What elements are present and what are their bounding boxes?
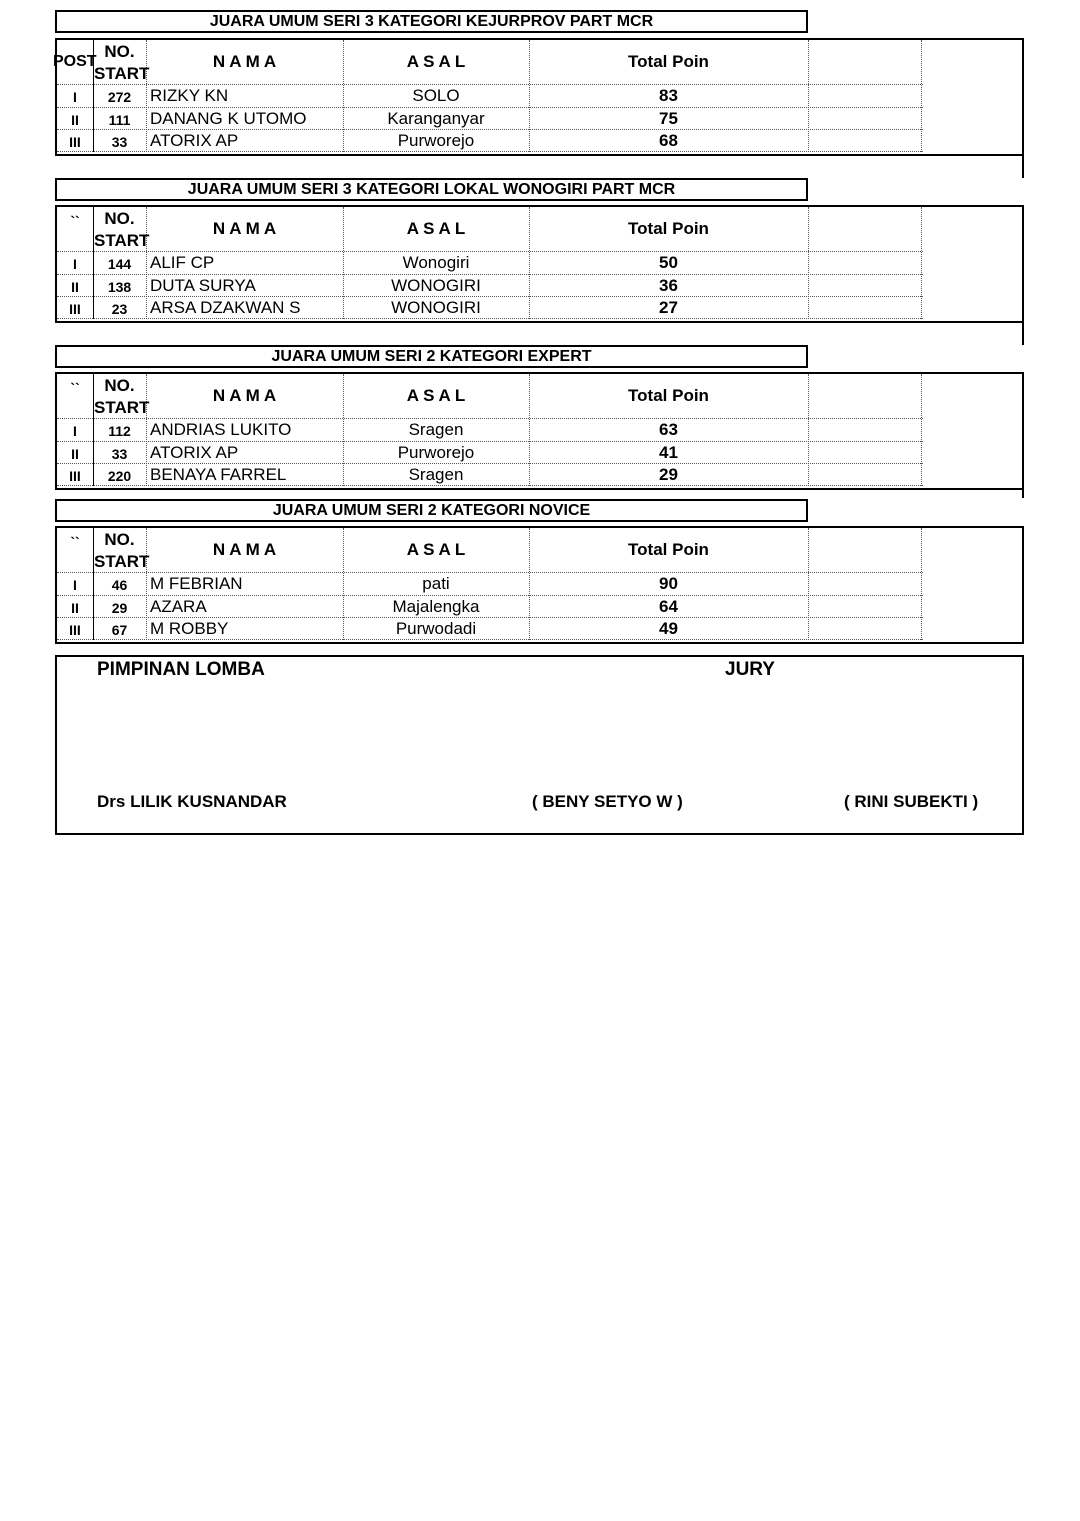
pos-cell: III: [69, 622, 81, 638]
poin-header: Total Poin: [628, 386, 709, 405]
no-header-line2: START: [94, 398, 150, 417]
nama-cell: ALIF CP: [150, 253, 215, 272]
asal-header: A S A L: [406, 540, 466, 559]
asal-cell: Purworejo: [397, 443, 475, 462]
no-start-cell: 112: [108, 423, 131, 439]
pos-header: ``: [70, 213, 80, 229]
poin-cell: 83: [659, 86, 678, 105]
jury-name-1: ( BENY SETYO W ): [532, 792, 683, 811]
poin-cell: 49: [659, 619, 678, 638]
pos-cell: II: [71, 112, 79, 128]
jury-label: JURY: [725, 659, 775, 680]
nama-cell: ATORIX AP: [150, 443, 239, 462]
nama-cell: DUTA SURYA: [150, 276, 256, 295]
no-start-cell: 220: [107, 468, 132, 484]
no-start-cell: 29: [111, 600, 128, 616]
no-start-cell: 33: [111, 134, 128, 150]
no-start-cell: 23: [111, 301, 128, 317]
poin-cell: 90: [659, 574, 678, 593]
nama-header: N A M A: [212, 540, 277, 559]
no-header-line1: NO.: [104, 530, 135, 549]
poin-cell: 63: [659, 420, 678, 439]
poin-cell: 41: [659, 443, 678, 462]
poin-cell: 36: [659, 276, 678, 295]
asal-cell: Karanganyar: [387, 109, 485, 128]
nama-cell: BENAYA FARREL: [150, 465, 287, 484]
no-header-line2: START: [94, 231, 150, 250]
asal-cell: Sragen: [408, 420, 464, 439]
asal-cell: pati: [422, 574, 450, 593]
separator-line: [1022, 488, 1024, 498]
asal-cell: SOLO: [412, 86, 460, 105]
nama-cell: AZARA: [150, 597, 207, 616]
table-title: JUARA UMUM SERI 3 KATEGORI LOKAL WONOGIRI PART MCR: [55, 178, 808, 201]
asal-cell: WONOGIRI: [391, 276, 481, 295]
nama-cell: ANDRIAS LUKITO: [150, 420, 292, 439]
nama-cell: M ROBBY: [150, 619, 229, 638]
table-title: JUARA UMUM SERI 2 KATEGORI NOVICE: [55, 499, 808, 522]
no-header-line1: NO.: [104, 42, 135, 61]
pos-cell: III: [69, 134, 81, 150]
poin-header: Total Poin: [628, 219, 709, 238]
nama-cell: ARSA DZAKWAN S: [150, 298, 301, 317]
pos-cell: I: [73, 89, 77, 105]
nama-header: N A M A: [212, 219, 277, 238]
poin-cell: 27: [659, 298, 678, 317]
results-table: [55, 372, 1024, 488]
pos-cell: II: [71, 600, 79, 616]
separator-line: [55, 321, 1024, 323]
no-start-cell: 111: [108, 112, 131, 128]
asal-cell: Purwodadi: [395, 619, 477, 638]
separator-line: [1022, 154, 1024, 178]
asal-cell: Purworejo: [397, 131, 475, 150]
nama-cell: DANANG K UTOMO: [150, 109, 307, 128]
asal-header: A S A L: [406, 219, 466, 238]
no-start-cell: 138: [107, 279, 132, 295]
no-start-cell: 46: [111, 577, 128, 593]
results-table: [55, 205, 1024, 321]
no-start-cell: 272: [107, 89, 132, 105]
nama-header: N A M A: [212, 52, 277, 71]
table-title: JUARA UMUM SERI 2 KATEGORI EXPERT: [55, 345, 808, 368]
poin-header: Total Poin: [628, 540, 709, 559]
poin-cell: 29: [659, 465, 678, 484]
pos-header: ``: [70, 380, 80, 396]
pos-cell: II: [71, 446, 79, 462]
asal-header: A S A L: [406, 52, 466, 71]
poin-cell: 68: [659, 131, 678, 150]
no-header-line1: NO.: [104, 376, 135, 395]
no-header-line2: START: [94, 64, 150, 83]
no-header-line2: START: [94, 552, 150, 571]
no-start-cell: 33: [111, 446, 128, 462]
signature-block: [55, 655, 1024, 835]
separator-line: [55, 154, 1024, 156]
no-start-cell: 67: [111, 622, 128, 638]
pimpinan-label: PIMPINAN LOMBA: [97, 659, 265, 680]
table-title: JUARA UMUM SERI 3 KATEGORI KEJURPROV PART MCR: [55, 10, 808, 33]
poin-cell: 50: [659, 253, 678, 272]
asal-cell: Wonogiri: [402, 253, 470, 272]
results-table: [55, 38, 1024, 154]
results-table: [55, 526, 1024, 642]
pos-header: ``: [70, 534, 80, 550]
nama-cell: M FEBRIAN: [150, 574, 243, 593]
asal-header: A S A L: [406, 386, 466, 405]
asal-cell: Sragen: [408, 465, 464, 484]
jury-name-2: ( RINI SUBEKTI ): [844, 792, 979, 811]
no-start-cell: 144: [107, 256, 132, 272]
poin-header: Total Poin: [628, 52, 709, 71]
nama-cell: ATORIX AP: [150, 131, 239, 150]
pos-cell: I: [73, 256, 77, 272]
separator-line: [55, 488, 1024, 490]
poin-cell: 64: [659, 597, 678, 616]
pos-cell: II: [71, 279, 79, 295]
pos-cell: I: [73, 577, 77, 593]
pos-header: POST: [53, 53, 97, 70]
pos-cell: III: [69, 301, 81, 317]
pos-cell: I: [73, 423, 77, 439]
asal-cell: WONOGIRI: [391, 298, 481, 317]
pos-cell: III: [69, 468, 81, 484]
nama-header: N A M A: [212, 386, 277, 405]
pimpinan-name: Drs LILIK KUSNANDAR: [97, 792, 287, 811]
asal-cell: Majalengka: [392, 597, 480, 616]
no-header-line1: NO.: [104, 209, 135, 228]
separator-line: [1022, 321, 1024, 345]
separator-line: [55, 642, 1024, 644]
poin-cell: 75: [659, 109, 678, 128]
nama-cell: RIZKY KN: [150, 86, 229, 105]
